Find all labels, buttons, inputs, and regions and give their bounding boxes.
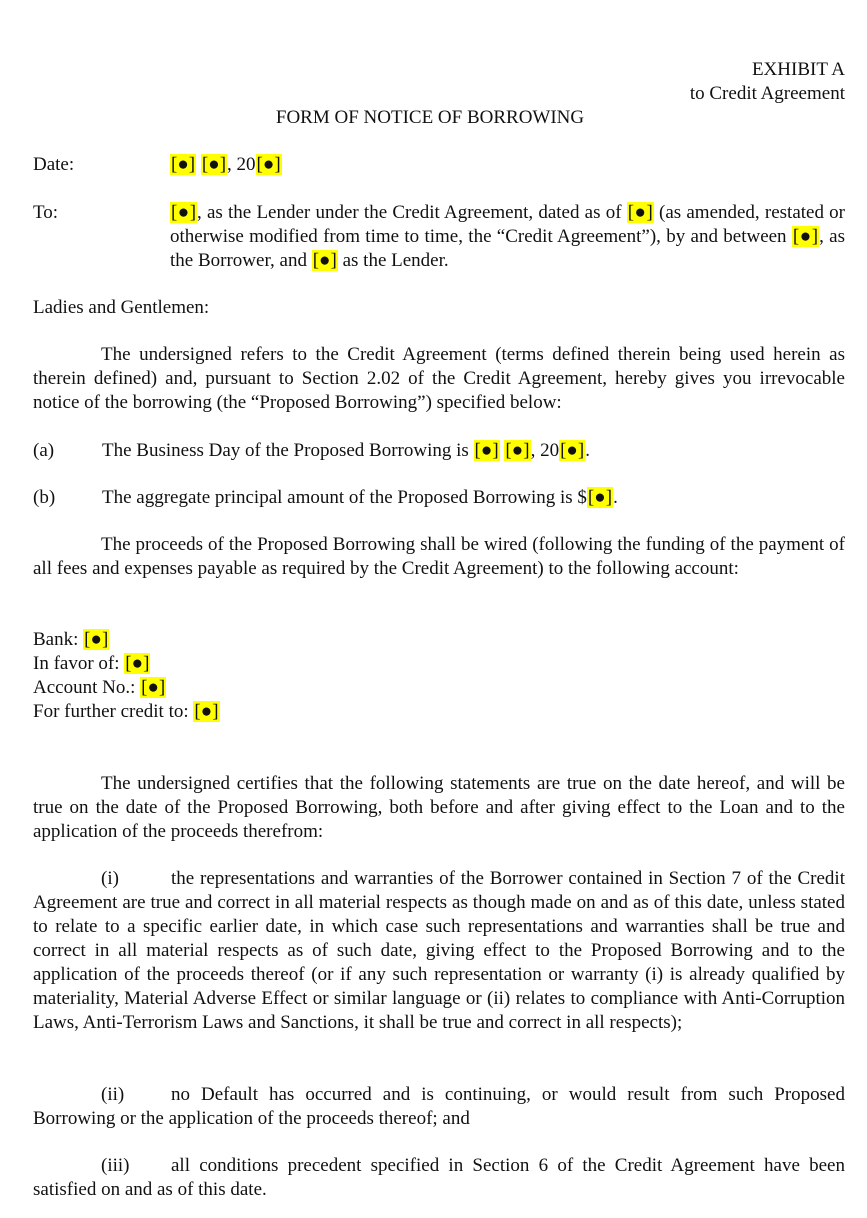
clause-ii-text: no Default has occurred and is continuing, or would result from such Proposed Borrowing or the application of the proceeds thereof; and <box>33 1084 845 1129</box>
placeholder-field: [●] <box>201 154 227 175</box>
placeholder-field: [●] <box>171 202 197 223</box>
account-number-line: Account No.: [●] <box>33 677 166 698</box>
placeholder-field: [●] <box>792 226 819 247</box>
exhibit-subtitle: to Credit Agreement <box>689 83 845 104</box>
date-label: Date: <box>33 154 75 175</box>
placeholder-field: [●] <box>125 653 150 674</box>
to-value: [●], as the Lender under the Credit Agreement, dated as of [●] (as amended, restated or otherwise modified from time to time, the “Credit Agreement”), by and between [●], as the Borrower, and [●] as the Lender. <box>170 202 846 271</box>
placeholder-field: [●] <box>474 440 499 461</box>
clause-i <box>33 867 845 1035</box>
item-a <box>33 439 845 463</box>
placeholder-field: [●] <box>312 250 337 271</box>
item-b-marker: (b) <box>33 487 56 508</box>
placeholder-field: [●] <box>141 677 166 698</box>
clause-ii <box>33 1083 845 1131</box>
proceeds-paragraph: The proceeds of the Proposed Borrowing shall be wired (following the funding of the payment of all fees and expenses payable as required by the Credit Agreement) to the following account: <box>33 534 845 579</box>
item-a-text: The Business Day of the Proposed Borrowing is [●] [●], 20[●]. <box>102 440 590 461</box>
placeholder-field: [●] <box>256 154 281 175</box>
clause-ii-marker: (ii) <box>101 1084 125 1105</box>
placeholder-field: [●] <box>194 701 219 722</box>
clause-iii <box>33 1154 845 1202</box>
clause-iii-text: all conditions precedent specified in Section 6 of the Credit Agreement have been satisfied on and as of this date. <box>33 1155 845 1200</box>
exhibit-label: EXHIBIT A <box>751 59 845 80</box>
further-credit-line: For further credit to: [●] <box>33 701 219 722</box>
placeholder-field: [●] <box>171 154 196 175</box>
date-row <box>33 153 845 177</box>
item-b-text: The aggregate principal amount of the Proposed Borrowing is $[●]. <box>102 487 618 508</box>
to-row <box>33 201 845 273</box>
account-details <box>33 628 845 724</box>
clause-iii-marker: (iii) <box>101 1155 130 1176</box>
salutation: Ladies and Gentlemen: <box>33 297 210 318</box>
bank-line: Bank: [●] <box>33 629 109 650</box>
clause-i-marker: (i) <box>101 868 119 889</box>
document-title: FORM OF NOTICE OF BORROWING <box>275 107 585 128</box>
placeholder-field: [●] <box>505 440 530 461</box>
to-label: To: <box>33 202 59 223</box>
placeholder-field: [●] <box>84 629 109 650</box>
placeholder-field: [●] <box>560 440 585 461</box>
in-favor-of-line: In favor of: [●] <box>33 653 150 674</box>
item-a-marker: (a) <box>33 440 55 461</box>
placeholder-field: [●] <box>627 202 653 223</box>
clause-i-text: the representations and warranties of the Borrower contained in Section 7 of the Credit Agreement are true and correct in all material respects as though made on and as of this date, unless stated to relate to a specific earlier date, in which case such representations and warranties shall be true and correct in all material respects as of such date, giving effect to the Proposed Borrowing and to the application of the proceeds thereof (or if any such representation or warranty (i) is already qualified by materiality, Material Adverse Effect or similar language or (ii) relates to compliance with Anti-Corruption Laws, Anti-Terrorism Laws and Sanctions, it shall be true and correct in all respects); <box>33 868 845 1033</box>
placeholder-field: [●] <box>587 487 613 508</box>
certification-paragraph: The undersigned certifies that the following statements are true on the date hereof, and will be true on the date of the Proposed Borrowing, both before and after giving effect to the Loan and to the application of the proceeds therefrom: <box>33 773 845 842</box>
intro-paragraph: The undersigned refers to the Credit Agreement (terms defined therein being used herein as therein defined) and, pursuant to Section 2.02 of the Credit Agreement, hereby gives you irrevocable notice of the borrowing (the “Proposed Borrowing”) specified below: <box>33 344 845 413</box>
item-b <box>33 486 845 510</box>
date-value: [●] [●], 20[●] <box>171 154 281 175</box>
